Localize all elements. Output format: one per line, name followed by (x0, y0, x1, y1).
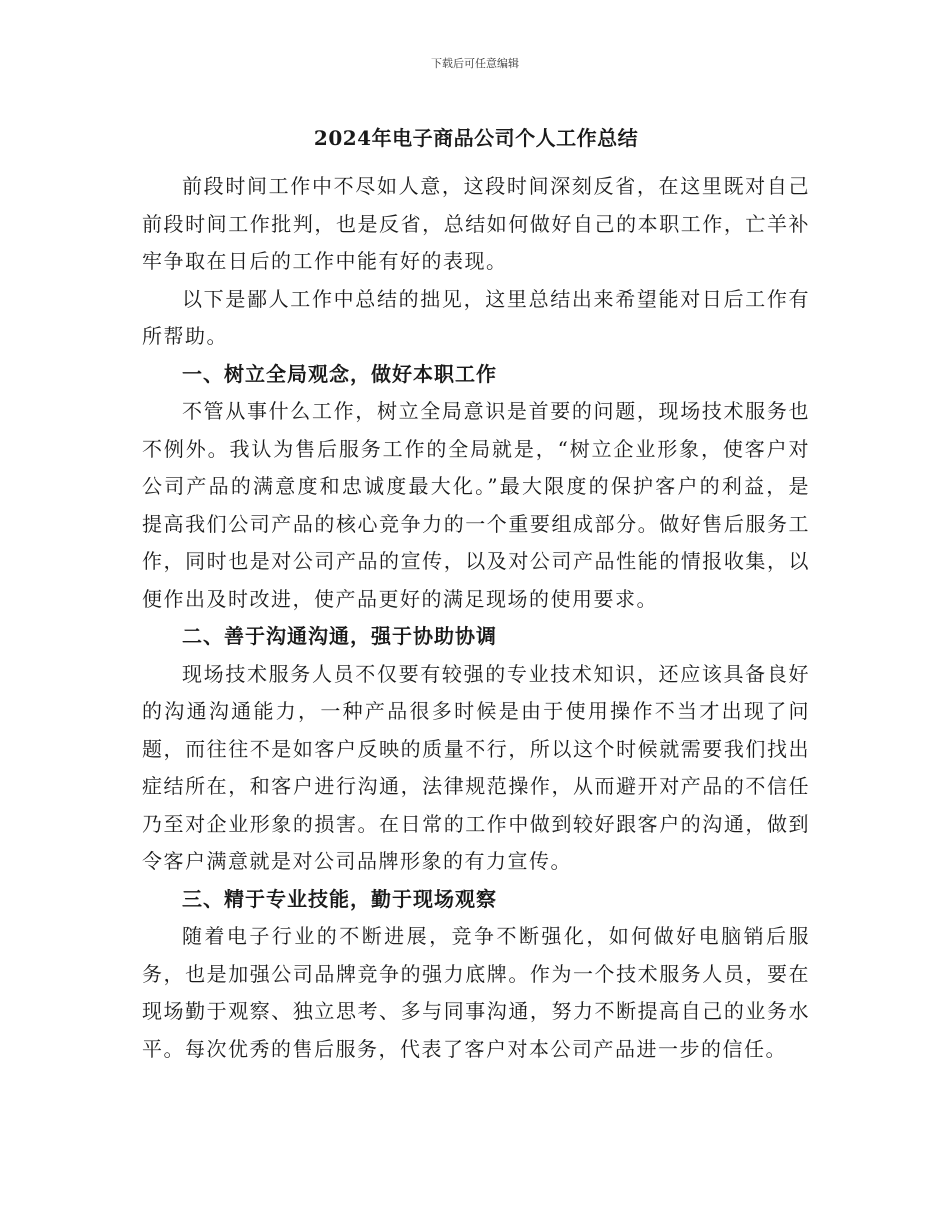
section-1-body: 不管从事什么工作，树立全局意识是首要的问题，现场技术服务也不例外。我认为售后服务工作的全局就是，“树立企业形象，使客户对公司产品的满意度和忠诚度最大化。”最大限度的保护客户的利益，是提高我们公司产品的核心竞争力的一个重要组成部分。做好售后服务工作，同时也是对公司产品的宣传，以及对公司产品性能的情报收集，以便作出及时改进，使产品更好的满足现场的使用要求。 (142, 399, 810, 611)
section-2-heading: 二、善于沟通沟通，强于协助协调 (182, 624, 497, 648)
section-3-body: 随着电子行业的不断进展，竞争不断强化，如何做好电脑销后服务，也是加强公司品牌竞争的强力底牌。作为一个技术服务人员，要在现场勤于观察、独立思考、多与同事沟通，努力不断提高自己的业务水平。每次优秀的售后服务，代表了客户对本公司产品进一步的信任。 (142, 924, 810, 1061)
document-body (142, 122, 810, 1068)
intro-paragraph-2: 以下是鄙人工作中总结的拙见，这里总结出来希望能对日后工作有所帮助。 (142, 286, 810, 348)
section-2-body: 现场技术服务人员不仅要有较强的专业技术知识，还应该具备良好的沟通沟通能力，一种产品很多时候是由于使用操作不当才出现了问题，而往往不是如客户反映的质量不行，所以这个时候就需要我们找出症结所在，和客户进行沟通，法律规范操作，从而避开对产品的不信任乃至对企业形象的损害。在日常的工作中做到较好跟客户的沟通，做到令客户满意就是对公司品牌形象的有力宣传。 (142, 661, 810, 873)
page-header-note: 下载后可任意编辑 (431, 57, 519, 70)
document-title: 2024年电子商品公司个人工作总结 (313, 126, 639, 150)
intro-paragraph-1: 前段时间工作中不尽如人意，这段时间深刻反省，在这里既对自己前段时间工作批判，也是反省，总结如何做好自己的本职工作，亡羊补牢争取在日后的工作中能有好的表现。 (142, 174, 810, 273)
section-3-heading: 三、精于专业技能，勤于现场观察 (182, 886, 497, 911)
section-1-heading: 一、树立全局观念，做好本职工作 (182, 361, 497, 386)
